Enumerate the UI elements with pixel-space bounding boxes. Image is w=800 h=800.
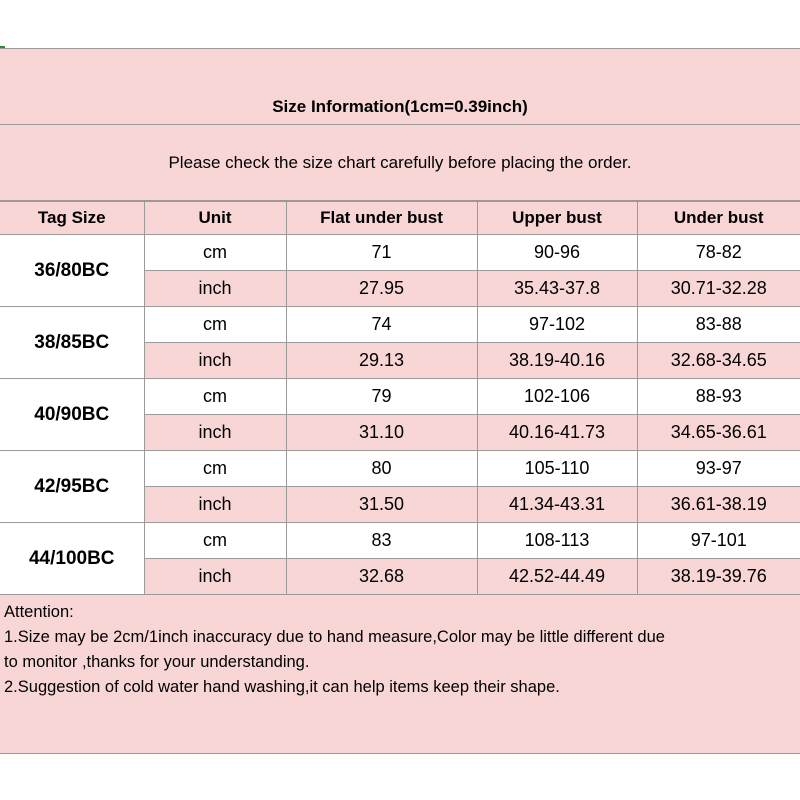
under-bust-cell: 34.65-36.61 — [637, 415, 800, 451]
under-bust-cell: 78-82 — [637, 235, 800, 271]
flat-under-bust-cell: 71 — [286, 235, 477, 271]
unit-cell: cm — [144, 523, 286, 559]
under-bust-cell: 36.61-38.19 — [637, 487, 800, 523]
upper-bust-cell: 105-110 — [477, 451, 637, 487]
table-row — [0, 451, 800, 487]
check-size-note: Please check the size chart carefully before placing the order. — [168, 152, 632, 172]
under-bust-cell: 83-88 — [637, 307, 800, 343]
upper-bust-cell: 97-102 — [477, 307, 637, 343]
title-row — [0, 49, 800, 125]
page-title: Size Information(1cm=0.39inch) — [272, 97, 528, 116]
header-row — [0, 202, 800, 235]
upper-bust-cell: 42.52-44.49 — [477, 559, 637, 595]
upper-bust-cell: 41.34-43.31 — [477, 487, 637, 523]
upper-bust-cell: 38.19-40.16 — [477, 343, 637, 379]
col-header-flat-under-bust: Flat under bust — [286, 202, 477, 235]
under-bust-cell: 38.19-39.76 — [637, 559, 800, 595]
col-header-upper-bust: Upper bust — [477, 202, 637, 235]
attention-heading: Attention: — [4, 603, 74, 621]
table-row — [0, 235, 800, 271]
under-bust-cell: 97-101 — [637, 523, 800, 559]
col-header-tag-size: Tag Size — [0, 202, 144, 235]
upper-bust-cell: 40.16-41.73 — [477, 415, 637, 451]
unit-cell: inch — [144, 343, 286, 379]
note-row — [0, 125, 800, 201]
unit-cell: inch — [144, 415, 286, 451]
table-row — [0, 379, 800, 415]
upper-bust-cell: 90-96 — [477, 235, 637, 271]
unit-cell: inch — [144, 271, 286, 307]
unit-cell: inch — [144, 487, 286, 523]
tag-size-cell: 36/80BC — [0, 235, 144, 307]
flat-under-bust-cell: 29.13 — [286, 343, 477, 379]
flat-under-bust-cell: 79 — [286, 379, 477, 415]
flat-under-bust-cell: 31.10 — [286, 415, 477, 451]
flat-under-bust-cell: 74 — [286, 307, 477, 343]
tag-size-cell: 42/95BC — [0, 451, 144, 523]
upper-bust-cell: 35.43-37.8 — [477, 271, 637, 307]
upper-bust-cell: 108-113 — [477, 523, 637, 559]
unit-cell: cm — [144, 235, 286, 271]
under-bust-cell: 88-93 — [637, 379, 800, 415]
table-row — [0, 523, 800, 559]
unit-cell: cm — [144, 451, 286, 487]
flat-under-bust-cell: 32.68 — [286, 559, 477, 595]
unit-cell: cm — [144, 307, 286, 343]
attention-line-2: 2.Suggestion of cold water hand washing,it can help items keep their shape. — [4, 678, 560, 696]
tag-size-cell: 44/100BC — [0, 523, 144, 595]
attention-notes — [4, 600, 796, 700]
under-bust-cell: 93-97 — [637, 451, 800, 487]
col-header-under-bust: Under bust — [637, 202, 800, 235]
tag-size-cell: 40/90BC — [0, 379, 144, 451]
unit-cell: cm — [144, 379, 286, 415]
under-bust-cell: 32.68-34.65 — [637, 343, 800, 379]
size-table — [0, 201, 800, 595]
upper-bust-cell: 102-106 — [477, 379, 637, 415]
flat-under-bust-cell: 80 — [286, 451, 477, 487]
unit-cell: inch — [144, 559, 286, 595]
flat-under-bust-cell: 31.50 — [286, 487, 477, 523]
flat-under-bust-cell: 83 — [286, 523, 477, 559]
tag-size-cell: 38/85BC — [0, 307, 144, 379]
attention-line-1a: 1.Size may be 2cm/1inch inaccuracy due to hand measure,Color may be little different due — [4, 628, 665, 646]
table-row — [0, 307, 800, 343]
flat-under-bust-cell: 27.95 — [286, 271, 477, 307]
attention-line-1b: to monitor ,thanks for your understanding. — [4, 653, 310, 671]
col-header-unit: Unit — [144, 202, 286, 235]
under-bust-cell: 30.71-32.28 — [637, 271, 800, 307]
